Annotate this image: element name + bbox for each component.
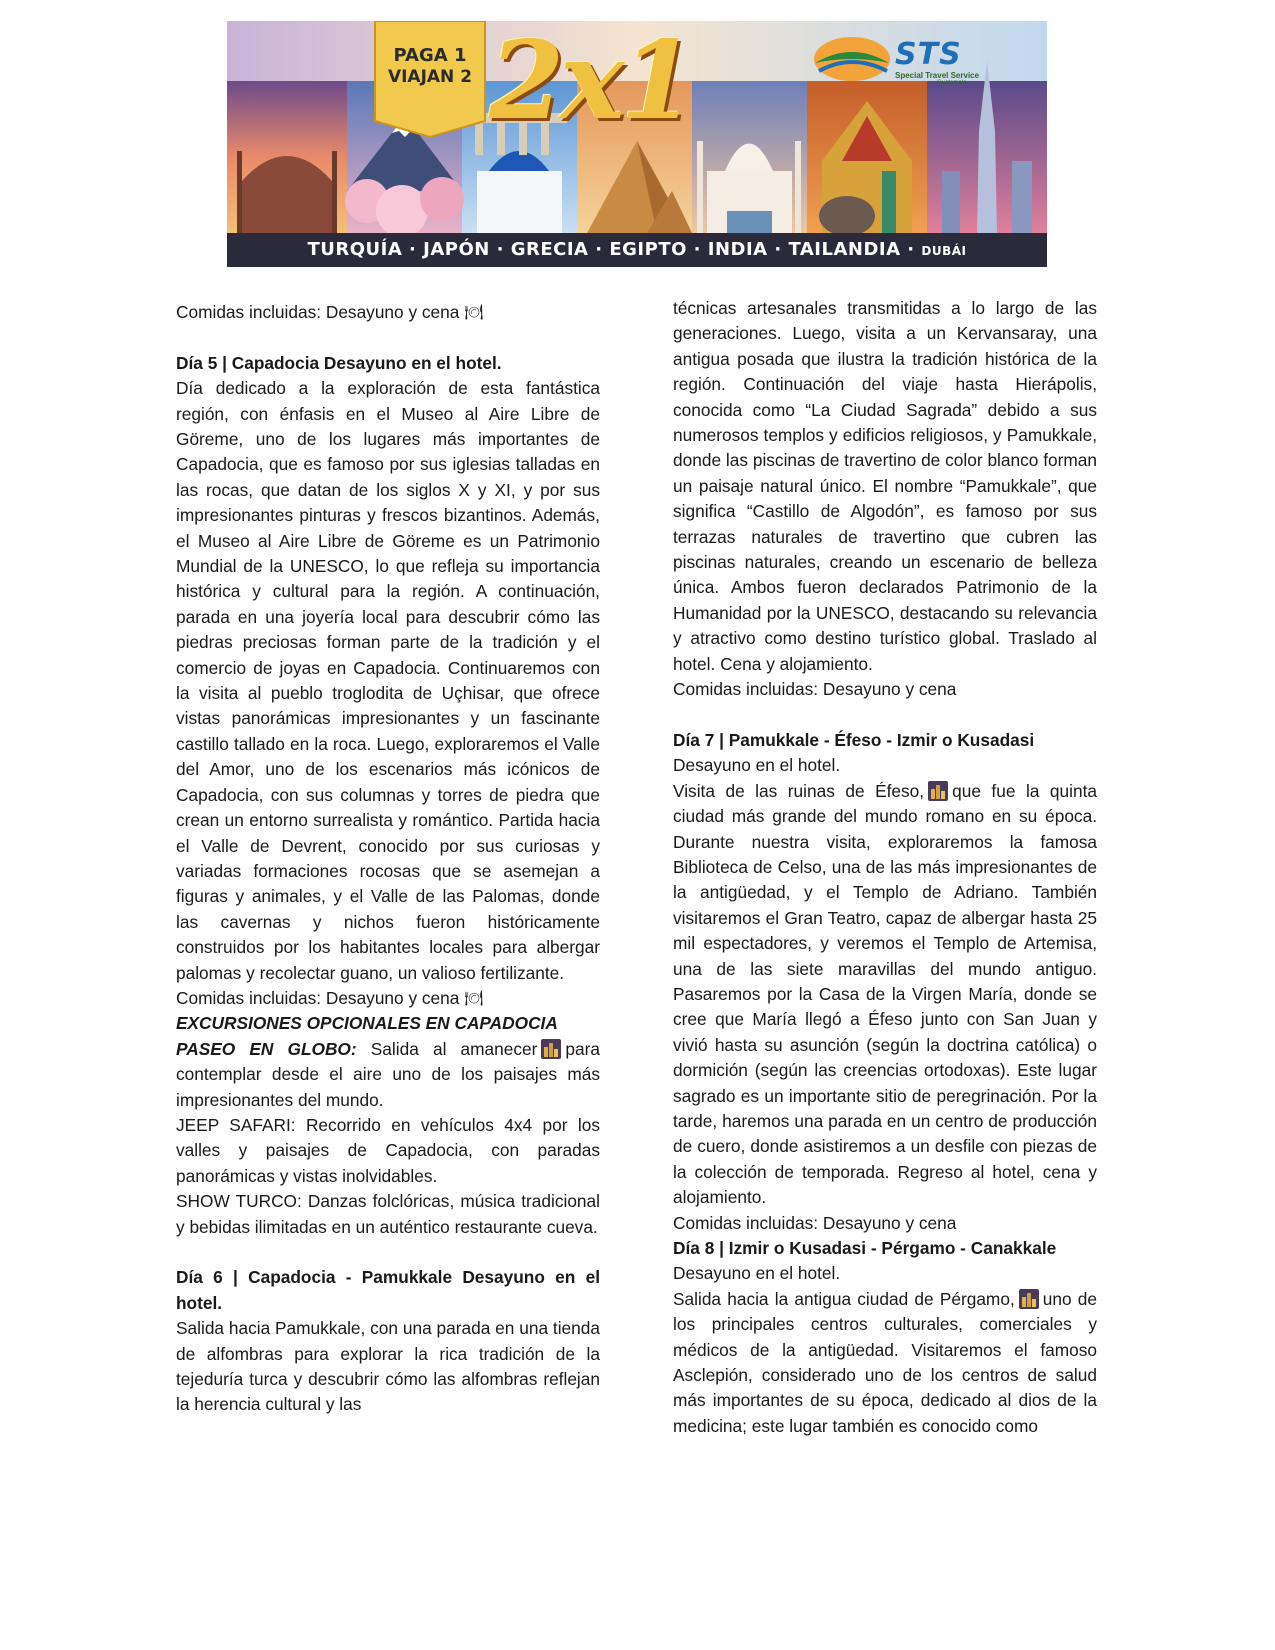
logo-name: STS — [895, 37, 962, 72]
balloon-excursion: PASEO EN GLOBO: Salida al amanecer para contemplar desde el aire uno de los paisajes más impresionantes del mundo. — [176, 1038, 600, 1110]
plate-icon: 🍽 — [464, 988, 484, 1007]
countries-last: DUBÁI — [921, 244, 967, 258]
plate-icon: 🍽 — [464, 303, 484, 321]
left-column — [176, 300, 600, 1418]
city-at-dusk-icon — [541, 1039, 561, 1059]
day7-body: Visita de las ruinas de Éfeso, que fue la quinta ciudad más grande del mundo romano en su época. Durante nuestra visita, exploraremos la famosa Biblioteca de Celso, una de las más impresionantes de la antigüedad, y el Templo de Adriano. También visitaremos el Gran Teatro, capaz de albergar hasta 25 mil espectadores, y veremos el Templo de Artemisa, una de las siete maravillas del mundo antiguo. Pasaremos por la Casa de la Virgen María, donde se cree que María llegó a Éfeso junto con San Juan y vivió hasta su asunción (según la doctrina católica) o dormición (según las creencias ortodoxas). Este lugar sagrado es un importante sitio de peregrinación. Por la tarde, haremos una parada en un centro de producción de cuero, donde asistiremos a un desfile con piezas de la colección de temporada. Regreso al hotel, cena y alojamiento. — [673, 780, 1098, 1208]
logo-subtitle: Special Travel Service — [895, 71, 980, 80]
jeep-safari-excursion: JEEP SAFARI: Recorrido en vehículos 4x4 por los valles y paisajes de Capadocia, con paradas panorámicas y vistas inolvidables. — [176, 1114, 600, 1186]
day7-title: Día 7 | Pamukkale - Éfeso - Izmir o Kusadasi — [673, 729, 1035, 750]
optional-excursions-title: EXCURSIONES OPCIONALES EN CAPADOCIA — [176, 1013, 558, 1034]
day8-subtitle: Desayuno en el hotel. — [673, 1263, 841, 1284]
meals-line: Comidas incluidas: Desayuno y cena — [673, 1212, 957, 1233]
city-at-dusk-icon — [1019, 1289, 1039, 1309]
promo-line-1: PAGA 1 — [393, 45, 467, 66]
countries-list: TURQUÍA · JAPÓN · GRECIA · EGIPTO · INDIA · TAILANDIA · — [307, 239, 922, 260]
promo-headline: 2x1 — [489, 21, 692, 144]
promo-line-2: VIAJAN 2 — [387, 67, 473, 87]
turkish-show-excursion: SHOW TURCO: Danzas folclóricas, música tradicional y bebidas ilimitadas en un auténtico restaurante cueva. — [176, 1191, 600, 1237]
logo-subtitle-2: Guatemala — [937, 80, 967, 86]
countries-strip — [227, 233, 1047, 267]
sts-logo — [807, 31, 1007, 89]
meals-line: Comidas incluidas: Desayuno y cena 🍽 — [176, 302, 484, 322]
day6-title: Día 6 | Capadocia - Pamukkale Desayuno en el hotel. — [176, 1267, 600, 1313]
day6-body: Salida hacia Pamukkale, con una parada en una tienda de alfombras para explorar la rica tradición de la tejeduría turca y descubrir cómo las alfombras reflejan la herencia cultural y las — [176, 1318, 600, 1415]
city-at-dusk-icon — [928, 781, 948, 801]
meals-line: Comidas incluidas: Desayuno y cena — [673, 679, 957, 700]
promo-banner — [227, 21, 1047, 267]
day5-body: Día dedicado a la exploración de esta fantástica región, con énfasis en el Museo al Aire Libre de Göreme, uno de los lugares más importantes de Capadocia, que es famoso por sus iglesias talladas en las rocas, que datan de los siglos X y XI, y por sus impresionantes pinturas y frescos bizantinos. Además, el Museo al Aire Libre de Göreme es un Patrimonio Mundial de la UNESCO, lo que refleja su importancia histórica y cultural para la región. A continuación, parada en una joyería local para descubrir cómo las piedras preciosas forman parte de la tradición y el comercio de joyas en Capadocia. Continuaremos con la visita al pueblo troglodita de Uçhisar, que ofrece vistas panorámicas impresionantes y un fascinante castillo tallado en la roca. Luego, exploraremos el Valle del Amor, uno de los escenarios más icónicos de Capadocia, con sus columnas y torres de piedra que crean un entorno surrealista y romántico. Partida hacia el Valle de Devrent, conocido por sus curiosas y variadas formaciones rocosas que se asemejan a figuras y animales, y el Valle de las Palomas, donde las cavernas y nichos fueron históricamente construidos por los habitantes locales para albergar palomas y recolectar guano, un valioso fertilizante. — [176, 378, 600, 983]
meals-line: Comidas incluidas: Desayuno y cena 🍽 — [176, 987, 484, 1008]
promo-tag — [375, 21, 485, 137]
day6-body-continued: técnicas artesanales transmitidas a lo largo de las generaciones. Luego, visita a un Kervansaray, una antigua posada que ilustra la tradición histórica de la región. Continuación del viaje hasta Hierápolis, conocida como “La Ciudad Sagrada” debido a sus numerosos templos y edificios religiosos, y Pamukkale, donde las piscinas de travertino de color blanco forman un paisaje natural único. El nombre “Pamukkale”, que significa “Castillo de Algodón”, es famoso por sus terrazas naturales de travertino que cubren las piscinas naturales, creando un escenario de belleza única. Ambos fueron declarados Patrimonio de la Humanidad por la UNESCO, destacando su relevancia y atractivo como destino turístico global. Traslado al hotel. Cena y alojamiento. — [673, 298, 1097, 674]
day8-title: Día 8 | Izmir o Kusadasi - Pérgamo - Canakkale — [673, 1238, 1057, 1259]
day8-body: Salida hacia la antigua ciudad de Pérgamo, uno de los principales centros culturales, comerciales y médicos de la antigüedad. Visitaremos el famoso Asclepión, considerado uno de los centros de salud más importantes de su época, dedicado al dios de la medicina; este lugar también es conocido como — [673, 1288, 1098, 1436]
day5-title: Día 5 | Capadocia Desayuno en el hotel. — [176, 352, 502, 373]
right-column — [673, 296, 1097, 1439]
day7-subtitle: Desayuno en el hotel. — [673, 755, 841, 776]
